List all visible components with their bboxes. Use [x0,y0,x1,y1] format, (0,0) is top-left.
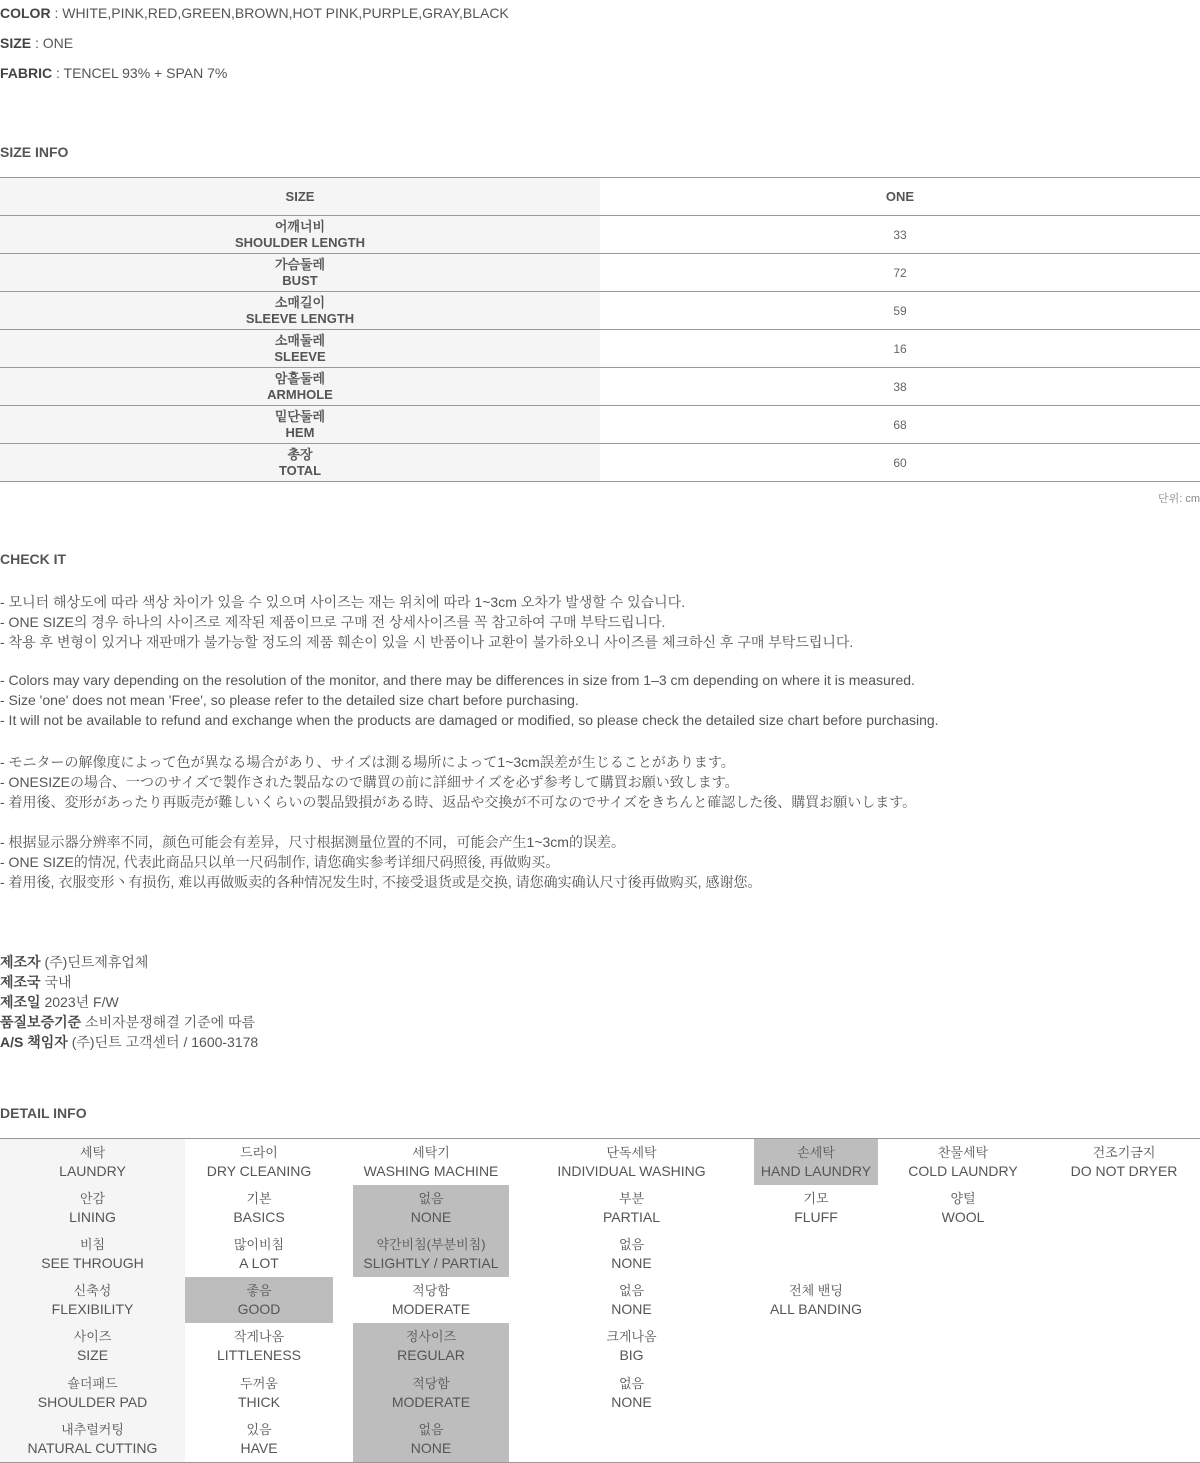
size-header-value: ONE [600,178,1200,216]
maker-line: 제조일 2023년 F/W [0,994,119,1010]
detail-option [754,1139,878,1185]
detail-info-title: DETAIL INFO [0,1105,87,1121]
spec-color: COLOR : WHITE,PINK,RED,GREEN,BROWN,HOT PINK,PURPLE,GRAY,BLACK [0,5,509,21]
detail-option [185,1277,333,1323]
detail-option [353,1277,509,1323]
detail-row-label [0,1370,185,1416]
detail-option [185,1323,333,1370]
detail-option [353,1370,509,1416]
spec-fabric: FABRIC : TENCEL 93% + SPAN 7% [0,65,228,81]
detail-en-text: GOOD [237,1301,281,1317]
check-line: - モニターの解像度によって色が異なる場合があり、サイズは測る場所によって1~3cm誤差が生じることがあります。 [0,754,735,770]
detail-row-label [0,1231,185,1277]
detail-en-text: SLIGHTLY / PARTIAL [363,1255,499,1271]
table-row [0,254,1200,292]
detail-en-text: BIG [619,1347,644,1363]
spec-size: SIZE : ONE [0,35,74,51]
measure-label: 암홀둘레 ARMHOLE [0,368,600,406]
detail-en-text: WASHING MACHINE [363,1163,499,1179]
detail-ko-text: 신축성 [73,1283,112,1298]
measure-value: 68 [600,406,1200,444]
detail-ko-text: 크게나옴 [606,1329,657,1344]
detail-option [185,1185,333,1231]
detail-en-text: REGULAR [397,1347,465,1363]
measure-label: 밑단둘레 HEM [0,406,600,444]
detail-ko-text: 좋음 [246,1283,272,1298]
detail-ko-text: 기본 [246,1191,272,1206]
detail-option [509,1323,754,1370]
detail-ko-text: 드라이 [240,1145,278,1160]
detail-en-text: HAND LAUNDRY [760,1163,872,1179]
table-row [0,406,1200,444]
detail-option [754,1185,878,1231]
detail-en-text: SEE THROUGH [41,1255,144,1271]
detail-option [509,1277,754,1323]
check-line: - ONESIZEの場合、一つのサイズで製作された製品なので購買の前に詳細サイズを必ず参考して購買お願い致します。 [0,774,739,790]
detail-en-text: NONE [410,1440,452,1456]
detail-ko-text: 없음 [418,1191,444,1206]
check-line: - 着用後, 衣服变形丶有损伤, 难以再做贩卖的各种情况发生时, 不接受退货或是交换, 请您确实确认尺寸後再做购买, 感谢您。 [0,874,762,890]
detail-ko-text: 찬물세탁 [937,1145,989,1160]
detail-option [509,1231,754,1277]
check-line: - 着用後、変形があったり再販売が難しいくらいの製品毀損がある時、返品や交換が不可なのでサイズをきちんと確認した後、購買お願いします。 [0,794,917,810]
table-row [0,216,1200,254]
detail-en-text: A LOT [239,1255,279,1271]
measure-value: 72 [600,254,1200,292]
detail-en-text: INDIVIDUAL WASHING [557,1163,706,1179]
detail-en-text: PARTIAL [602,1209,661,1225]
detail-grid [0,1138,1200,1463]
detail-row-label [0,1139,185,1185]
measure-label: 가슴둘레 BUST [0,254,600,292]
detail-option [185,1231,333,1277]
detail-ko-text: 부분 [618,1191,645,1206]
maker-line: 제조자 (주)딘트제휴업체 [0,954,149,970]
detail-ko-text: 숄더패드 [67,1376,118,1391]
detail-ko-text: 세탁 [79,1145,106,1160]
detail-row-label [0,1323,185,1370]
maker-line: A/S 책임자 (주)딘트 고객센터 / 1600-3178 [0,1034,259,1050]
detail-ko-text: 내추럴커팅 [61,1422,124,1437]
detail-en-text: DO NOT DRYER [1070,1163,1178,1179]
maker-line: 품질보증기준 소비자분쟁해결 기준에 따름 [0,1014,256,1030]
detail-en-text: ALL BANDING [769,1301,863,1317]
detail-ko-text: 없음 [618,1237,645,1252]
detail-en-text: NATURAL CUTTING [27,1440,158,1456]
size-table [0,177,1200,482]
check-line: - ONE SIZE的情况, 代表此商品只以单一尺码制作, 请您确实参考详细尺码照後, 再做购买。 [0,854,560,870]
maker-line: 제조국 국내 [0,974,72,990]
detail-ko-text: 정사이즈 [405,1329,457,1344]
check-line: - 착용 후 변형이 있거나 재판매가 불가능할 정도의 제품 훼손이 있을 시 반품이나 교환이 불가하오니 사이즈를 체크하신 후 구매 부탁드립니다. [0,634,854,650]
detail-ko-text: 없음 [418,1422,444,1437]
detail-en-text: LINING [69,1209,116,1225]
detail-en-text: MODERATE [391,1301,471,1317]
measure-value: 59 [600,292,1200,330]
detail-ko-text: 세탁기 [412,1145,450,1160]
detail-ko-text: 안감 [79,1191,106,1206]
detail-ko-text: 전체 밴딩 [789,1283,843,1298]
table-row [0,368,1200,406]
unit-note: 단위: cm [1157,493,1200,505]
detail-ko-text: 많이비침 [233,1237,285,1252]
detail-option [353,1185,509,1231]
detail-ko-text: 사이즈 [73,1329,112,1344]
detail-row-label [0,1277,185,1323]
detail-ko-text: 적당함 [412,1283,450,1298]
measure-value: 60 [600,444,1200,482]
detail-ko-text: 있음 [246,1422,272,1437]
table-row [0,292,1200,330]
detail-ko-text: 없음 [618,1376,645,1391]
detail-option [509,1139,754,1185]
detail-ko-text: 손세탁 [797,1145,835,1160]
detail-option [185,1139,333,1185]
detail-ko-text: 작게나옴 [233,1329,285,1344]
detail-en-text: HAVE [240,1440,278,1456]
detail-ko-text: 단독세탁 [606,1145,657,1160]
size-info-title: SIZE INFO [0,144,69,160]
detail-option [185,1416,333,1462]
detail-en-text: MODERATE [391,1394,471,1410]
detail-en-text: DRY CLEANING [206,1163,312,1179]
detail-option [185,1370,333,1416]
detail-option [353,1231,509,1277]
detail-option [509,1185,754,1231]
detail-en-text: NONE [611,1301,652,1317]
detail-option [1048,1139,1200,1185]
measure-label: 어깨너비 SHOULDER LENGTH [0,216,600,254]
detail-ko-text: 건조기금지 [1092,1145,1156,1160]
detail-en-text: SIZE [76,1347,109,1363]
detail-ko-text: 없음 [618,1283,645,1298]
check-it-title: CHECK IT [0,551,67,567]
detail-en-text: LITTLENESS [216,1347,302,1363]
check-line: - Colors may vary depending on the resolution of the monitor, and there may be differences in size from 1–3 cm depending on where it is measured. [0,672,915,688]
check-line: - It will not be available to refund and exchange when the products are damaged or modified, so please check the detailed size chart before purchasing. [0,712,939,728]
detail-ko-text: 비침 [79,1237,106,1252]
detail-en-text: BASICS [233,1209,285,1225]
detail-ko-text: 기모 [803,1191,829,1206]
detail-option [878,1185,1048,1231]
check-line: - 根据显示器分辨率不同，颜色可能会有差异，尺寸根据测量位置的不同，可能会产生1~3cm的误差。 [0,834,625,850]
detail-en-text: SHOULDER PAD [37,1394,148,1410]
detail-en-text: FLUFF [794,1209,838,1225]
detail-option [353,1139,509,1185]
check-line: - ONE SIZE의 경우 하나의 사이즈로 제작된 제품이므로 구매 전 상세사이즈를 꼭 참고하여 구매 부탁드립니다. [0,614,666,630]
detail-en-text: COLD LAUNDRY [908,1163,1018,1179]
measure-value: 16 [600,330,1200,368]
check-line: - 모니터 해상도에 따라 색상 차이가 있을 수 있으며 사이즈는 재는 위치에 따라 1~3cm 오차가 발생할 수 있습니다. [0,594,686,610]
detail-ko-text: 양털 [950,1191,976,1206]
detail-ko-text: 두꺼움 [240,1376,278,1391]
detail-row-label [0,1185,185,1231]
detail-row-label [0,1416,185,1462]
measure-label: 총장 TOTAL [0,444,600,482]
detail-option [754,1277,878,1323]
detail-option [509,1370,754,1416]
detail-option [353,1323,509,1370]
table-row [0,330,1200,368]
table-row [0,444,1200,482]
detail-en-text: NONE [611,1255,652,1271]
detail-en-text: NONE [611,1394,652,1410]
detail-ko-text: 약간비침(부분비침) [376,1237,486,1252]
measure-value: 38 [600,368,1200,406]
detail-en-text: NONE [410,1209,452,1225]
measure-label: 소매길이 SLEEVE LENGTH [0,292,600,330]
detail-en-text: FLEXIBILITY [51,1301,134,1317]
size-header-label: SIZE [0,178,600,216]
size-table-header [0,178,1200,216]
check-line: - Size 'one' does not mean 'Free', so please refer to the detailed size chart before purchasing. [0,692,579,708]
detail-en-text: THICK [238,1394,280,1410]
detail-en-text: WOOL [941,1209,985,1225]
measure-value: 33 [600,216,1200,254]
detail-option [878,1139,1048,1185]
detail-en-text: LAUNDRY [59,1163,126,1179]
detail-option [353,1416,509,1462]
measure-label: 소매둘레 SLEEVE [0,330,600,368]
detail-ko-text: 적당함 [412,1376,450,1391]
